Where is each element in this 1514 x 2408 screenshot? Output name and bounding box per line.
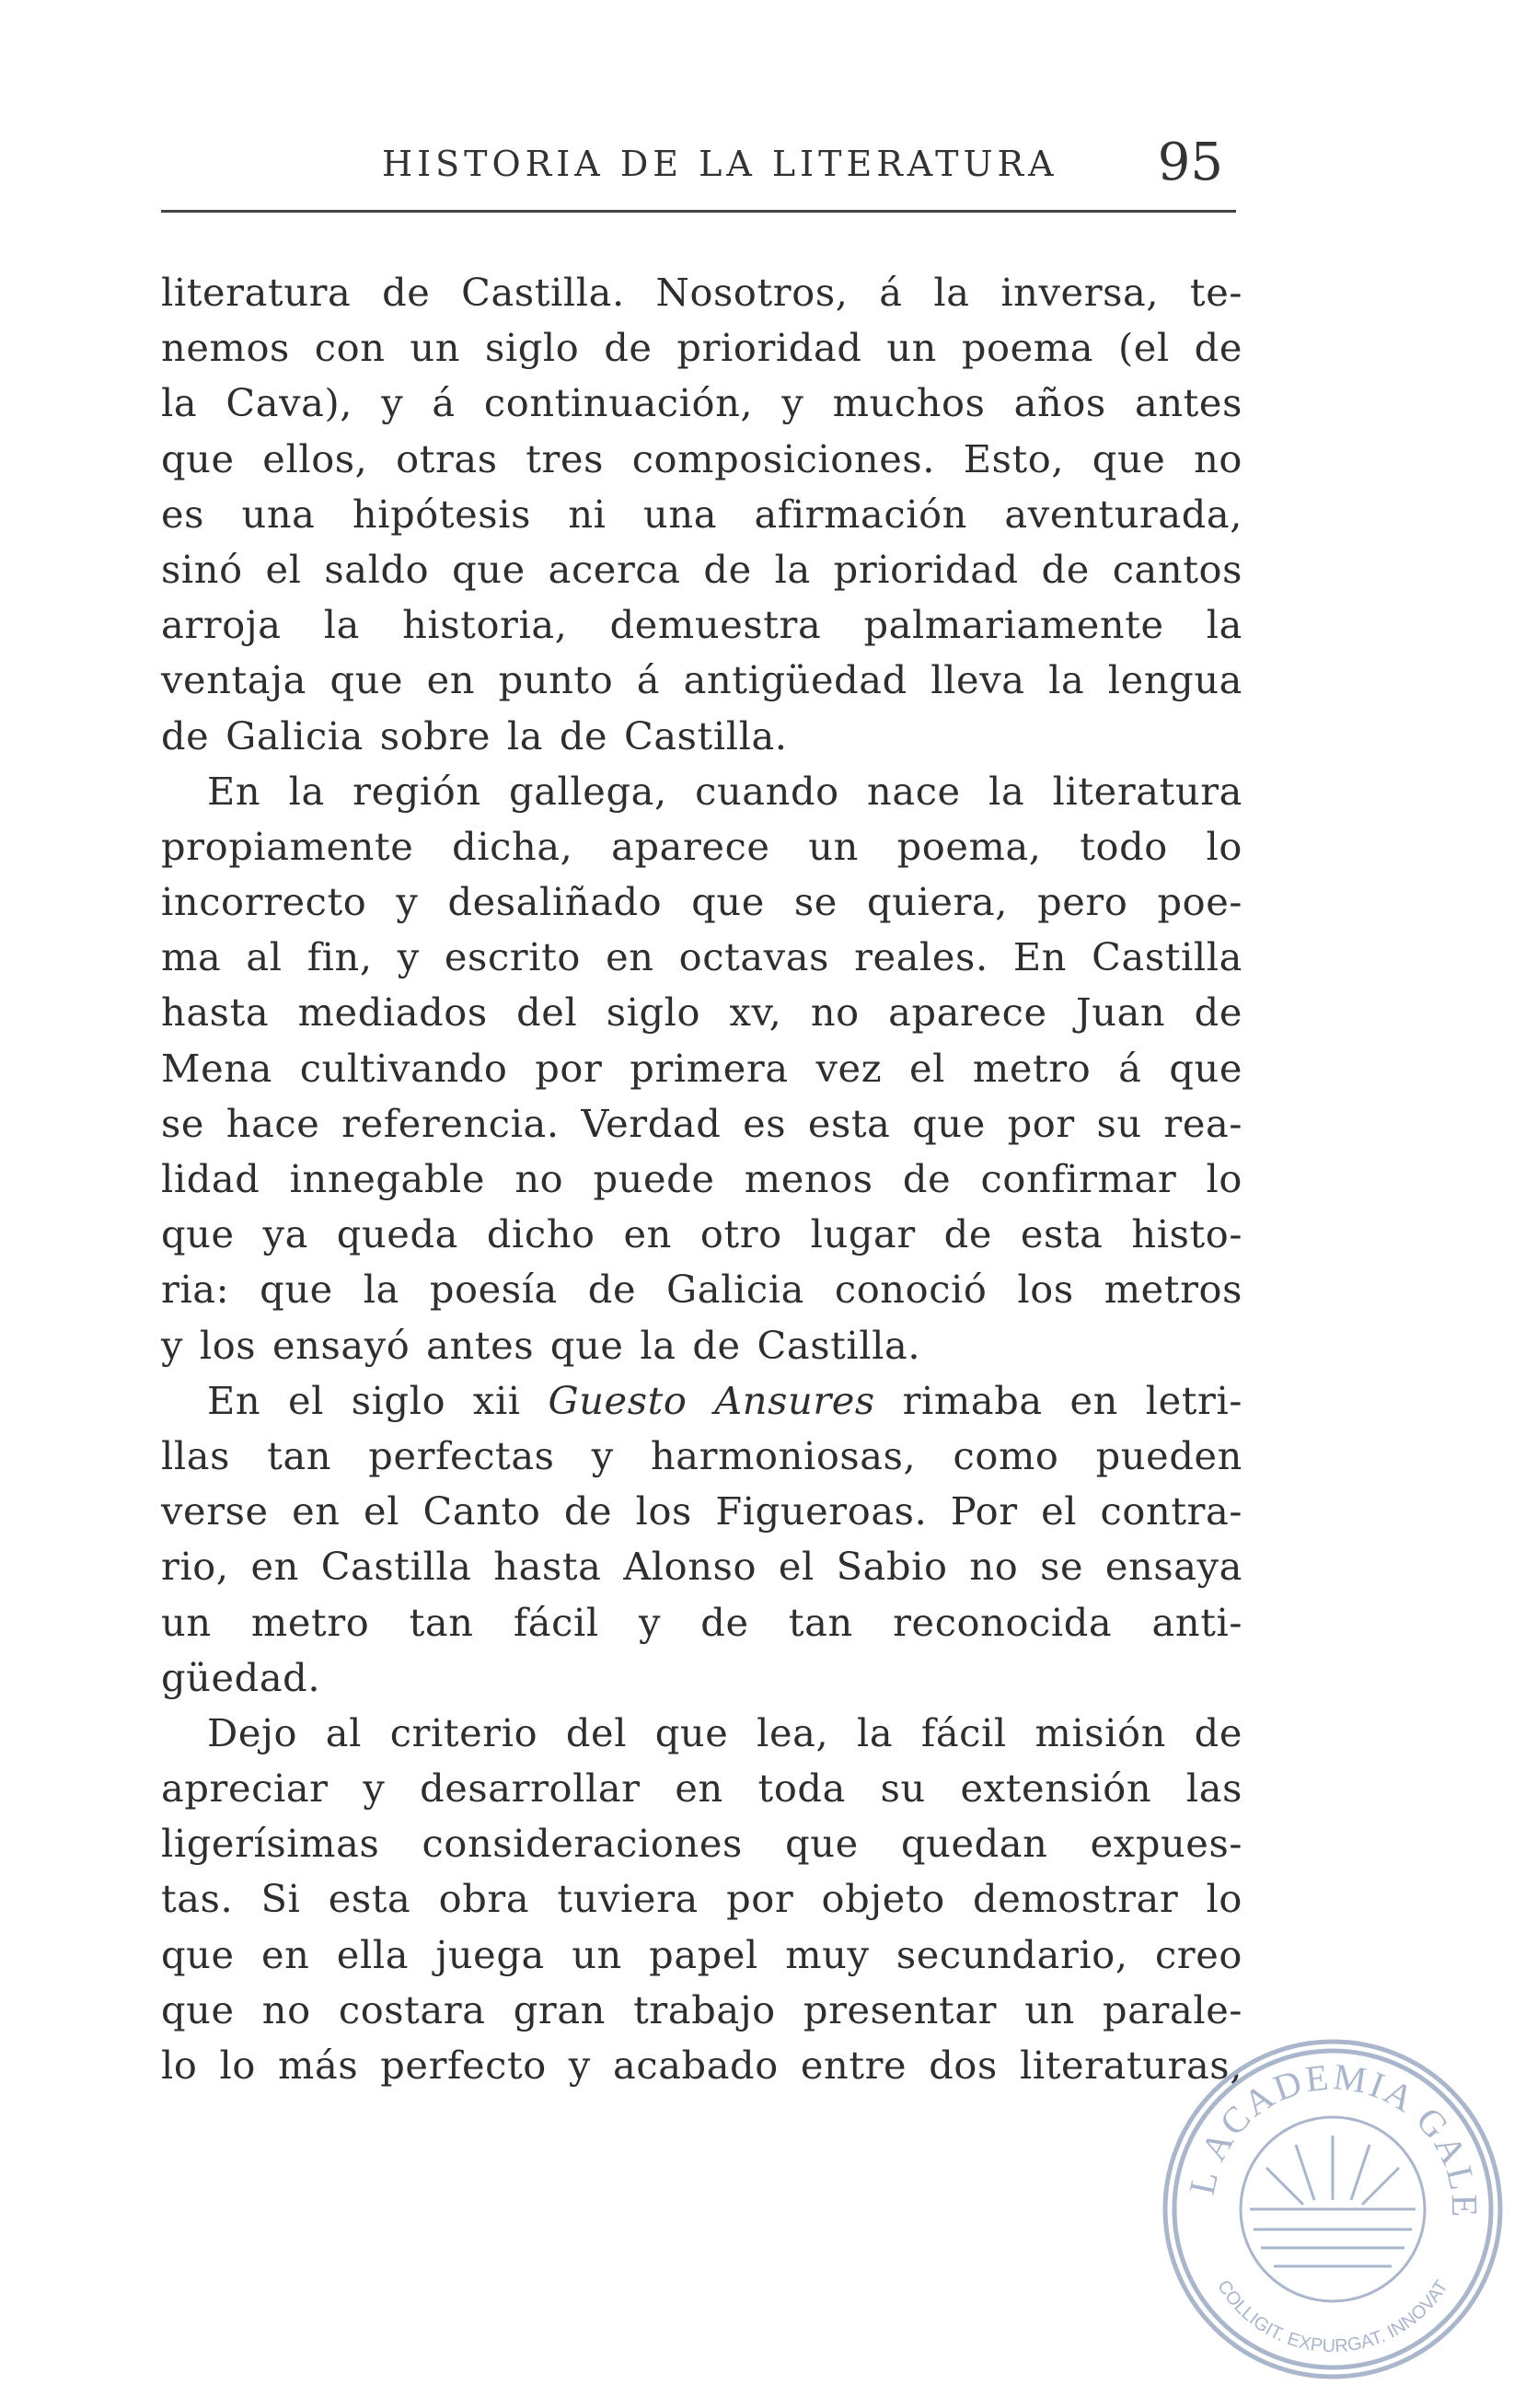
text-line: lidad innegable no puede menos de confirmar lo <box>161 1156 1242 1201</box>
text-line: es una hipótesis ni una afirmación aventurada, <box>161 491 1242 537</box>
text-line: que no costara gran trabajo presentar un parale- <box>161 1986 1242 2032</box>
text-line: En la región gallega, cuando nace la literatura <box>207 768 1242 814</box>
text-line: tas. Si esta obra tuviera por objeto demostrar lo <box>161 1876 1242 1922</box>
text-segment: En el siglo xii <box>207 1377 549 1423</box>
page-header <box>161 129 1238 193</box>
seal-icon <box>1158 2034 1508 2384</box>
text-line: sinó el saldo que acerca de la prioridad de cantos <box>161 546 1242 592</box>
header-rule <box>161 210 1236 213</box>
body-text <box>161 265 1242 2093</box>
library-seal-stamp <box>1158 2034 1508 2384</box>
text-line: verse en el Canto de los Figueroas. Por el contra- <box>161 1488 1242 1534</box>
text-line: ventaja que en punto á antigüedad lleva la lengua <box>161 657 1242 703</box>
text-line: la Cava), y á continuación, y muchos años antes <box>161 380 1242 426</box>
seal-text-bottom: COLLIGIT. EXPURGAT. INNOVAT <box>1213 2276 1452 2357</box>
text-line-mixed <box>161 1373 1242 1429</box>
text-line: Mena cultivando por primera vez el metro á que <box>161 1045 1242 1091</box>
text-line: incorrecto y desaliñado que se quiera, pero poe- <box>161 879 1242 925</box>
text-line: apreciar y desarrollar en toda su extensión las <box>161 1765 1242 1812</box>
italic-name: Guesto Ansures <box>548 1377 875 1423</box>
text-line: de Galicia sobre la de Castilla. <box>161 712 788 758</box>
text-line: un metro tan fácil y de tan reconocida anti- <box>161 1599 1242 1645</box>
text-segment: rimaba en letri- <box>902 1377 1242 1423</box>
text-line: rio, en Castilla hasta Alonso el Sabio no se ensaya <box>161 1544 1242 1590</box>
text-line: nemos con un siglo de prioridad un poema (el de <box>161 325 1242 371</box>
text-line: ligerísimas consideraciones que quedan expues- <box>161 1821 1242 1867</box>
text-line: que ellos, otras tres composiciones. Esto, que no <box>161 435 1242 481</box>
text-line: güedad. <box>161 1654 321 1700</box>
text-line: hasta mediados del siglo xv, no aparece Juan de <box>161 990 1242 1036</box>
text-line: que ya queda dicho en otro lugar de esta histo- <box>161 1211 1242 1257</box>
text-line: que en ella juega un papel muy secundario, creo <box>161 1931 1242 1977</box>
text-line: y los ensayó antes que la de Castilla. <box>161 1322 921 1368</box>
text-line: ria: que la poesía de Galicia conoció los metros <box>161 1267 1242 1313</box>
text-line: Dejo al criterio del que lea, la fácil misión de <box>207 1709 1242 1755</box>
text-line: ma al fin, y escrito en octavas reales. En Castilla <box>161 934 1242 980</box>
text-line: se hace referencia. Verdad es esta que por su rea- <box>161 1100 1242 1146</box>
text-line: literatura de Castilla. Nosotros, á la inversa, te- <box>161 270 1242 315</box>
running-title: HISTORIA DE LA LITERATURA <box>382 144 1058 184</box>
text-line: arroja la historia, demuestra palmariamente la <box>161 602 1242 648</box>
text-line: propiamente dicha, aparece un poema, todo lo <box>161 823 1242 869</box>
text-line: lo lo más perfecto y acabado entre dos literaturas, <box>161 2043 1242 2088</box>
page-number: 95 <box>1157 133 1223 192</box>
text-line: llas tan perfectas y harmoniosas, como pueden <box>161 1432 1242 1478</box>
seal-text-top: L ACADEMIA GALE <box>1180 2055 1486 2220</box>
